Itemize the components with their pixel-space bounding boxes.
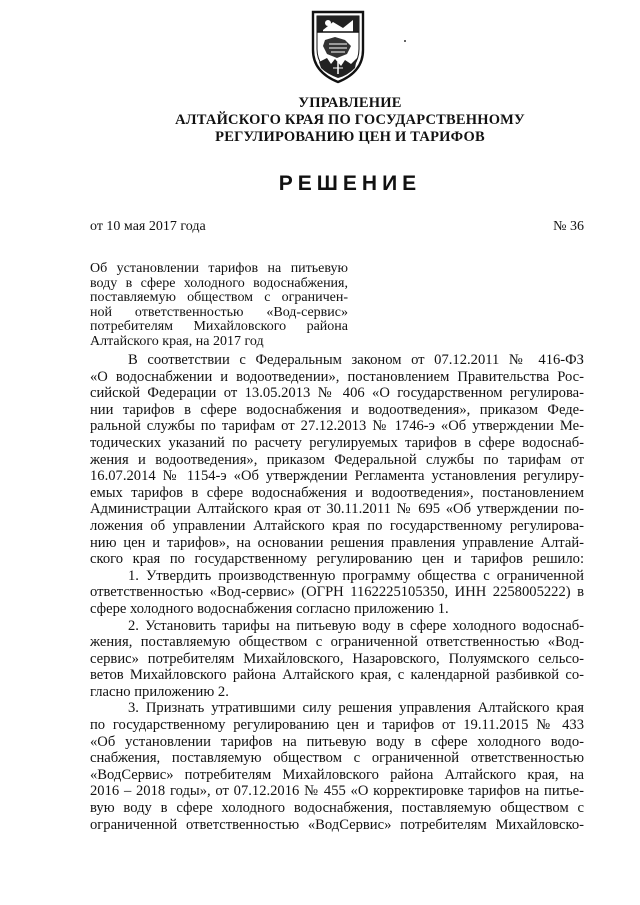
body-line: снабжения, поставляемую обществом с ограниченной ответственностью <box>90 750 584 767</box>
body-line: нию цен и тарифов», на основании решения правления управление Алтай- <box>90 534 584 551</box>
subject-line: потребителям Михайловского района <box>90 319 348 334</box>
body-line: «ВодСервис» потребителям Михайловского района Алтайского края, на <box>90 766 584 783</box>
document-subject <box>90 262 348 349</box>
body-line: ветов Михайловского района Алтайского края, с календарной разбивкой со- <box>90 667 584 684</box>
document-body <box>90 352 584 833</box>
org-name-line-2: АЛТАЙСКОГО КРАЯ ПО ГОСУДАРСТВЕННОМУ <box>175 112 525 128</box>
body-line: по государственному регулированию цен и тарифов от 19.11.2015 № 433 <box>90 717 584 734</box>
org-name-line-3: РЕГУЛИРОВАНИЮ ЦЕН И ТАРИФОВ <box>215 129 485 145</box>
body-line: «Об установлении тарифов на питьевую воду в сфере холодного водо- <box>90 733 584 750</box>
body-line: ского края по государственному регулированию цен и тарифов решило: <box>90 551 584 568</box>
subject-line: ной ответственностью «Вод-сервис» <box>90 304 348 320</box>
org-name-line-1: УПРАВЛЕНИЕ <box>298 95 402 111</box>
document-date: от 10 мая 2017 года <box>90 219 206 234</box>
body-line: жения и водоотведения», приказом Федеральной службы по тарифам от <box>90 451 584 468</box>
body-line: ограниченной ответственностью «ВодСервис» потребителям Михайловско- <box>90 816 584 833</box>
subject-line: Об установлении тарифов на питьевую <box>90 261 348 276</box>
body-line: 1. Утвердить производственную программу общества с ограниченной <box>128 567 584 584</box>
subject-line: поставляемую обществом с ограничен- <box>90 290 348 305</box>
body-line: вую воду в сфере холодного водоснабжения, поставляемую обществом с <box>90 800 584 817</box>
document-title: РЕШЕНИЕ <box>278 172 422 195</box>
preamble-paragraph <box>90 352 584 568</box>
body-line: Администрации Алтайского края от 30.11.2011 № 695 «Об утверждении по- <box>90 501 584 518</box>
body-line: гласно приложению 2. <box>90 683 229 700</box>
scan-speck <box>404 40 406 42</box>
body-line: тодических указаний по расчету регулируемых тарифов в сфере водоснаб- <box>90 434 584 451</box>
body-line: сфере холодного водоснабжения согласно приложению 1. <box>90 600 449 617</box>
body-line: емых тарифов в сфере водоснабжения и водоотведения», постановлением <box>90 484 584 501</box>
body-line: «О водоснабжении и водоотведении», постановлением Правительства Рос- <box>90 368 584 385</box>
subject-line: воду в сфере холодного водоснабжения, <box>90 275 348 291</box>
body-line: сервис» потребителям Михайловского, Назаровского, Полуямского сельсо- <box>90 650 584 667</box>
body-line: 16.07.2014 № 1154-э «Об утверждении Регламента установления регулиру- <box>90 468 584 485</box>
body-line: жения, поставляемую обществом с ограниченной ответственностью «Вод- <box>90 634 584 651</box>
document-number: № 36 <box>553 219 584 234</box>
clause-2-paragraph <box>90 618 584 701</box>
body-line: сийской Федерации от 13.05.2013 № 406 «О государственном регулирова- <box>90 385 584 402</box>
coat-of-arms-emblem <box>307 6 369 86</box>
clause-1-paragraph <box>90 568 584 618</box>
clause-3-paragraph <box>90 700 584 833</box>
body-line: 2016 – 2018 годы», от 07.12.2016 № 455 «О корректировке тарифов на питье- <box>90 783 584 800</box>
body-line: В соответствии с Федеральным законом от 07.12.2011 № 416-ФЗ <box>128 352 584 368</box>
body-line: ложения об управлении Алтайского края по государственному регулирова- <box>90 517 584 534</box>
body-line: ответственностью «Вод-сервис» (ОГРН 1162225105350, ИНН 2258005222) в <box>90 584 584 601</box>
body-line: нии тарифов в сфере водоснабжения и водоотведения», приказом Феде- <box>90 401 584 418</box>
subject-line: Алтайского края, на 2017 год <box>90 333 264 349</box>
body-line: 3. Признать утратившими силу решения управления Алтайского края <box>128 700 584 717</box>
body-line: ральной службы по тарифам от 27.12.2013 № 1746-э «Об утверждении Ме- <box>90 418 584 435</box>
body-line: 2. Установить тарифы на питьевую воду в сфере холодного водоснаб- <box>128 617 584 634</box>
